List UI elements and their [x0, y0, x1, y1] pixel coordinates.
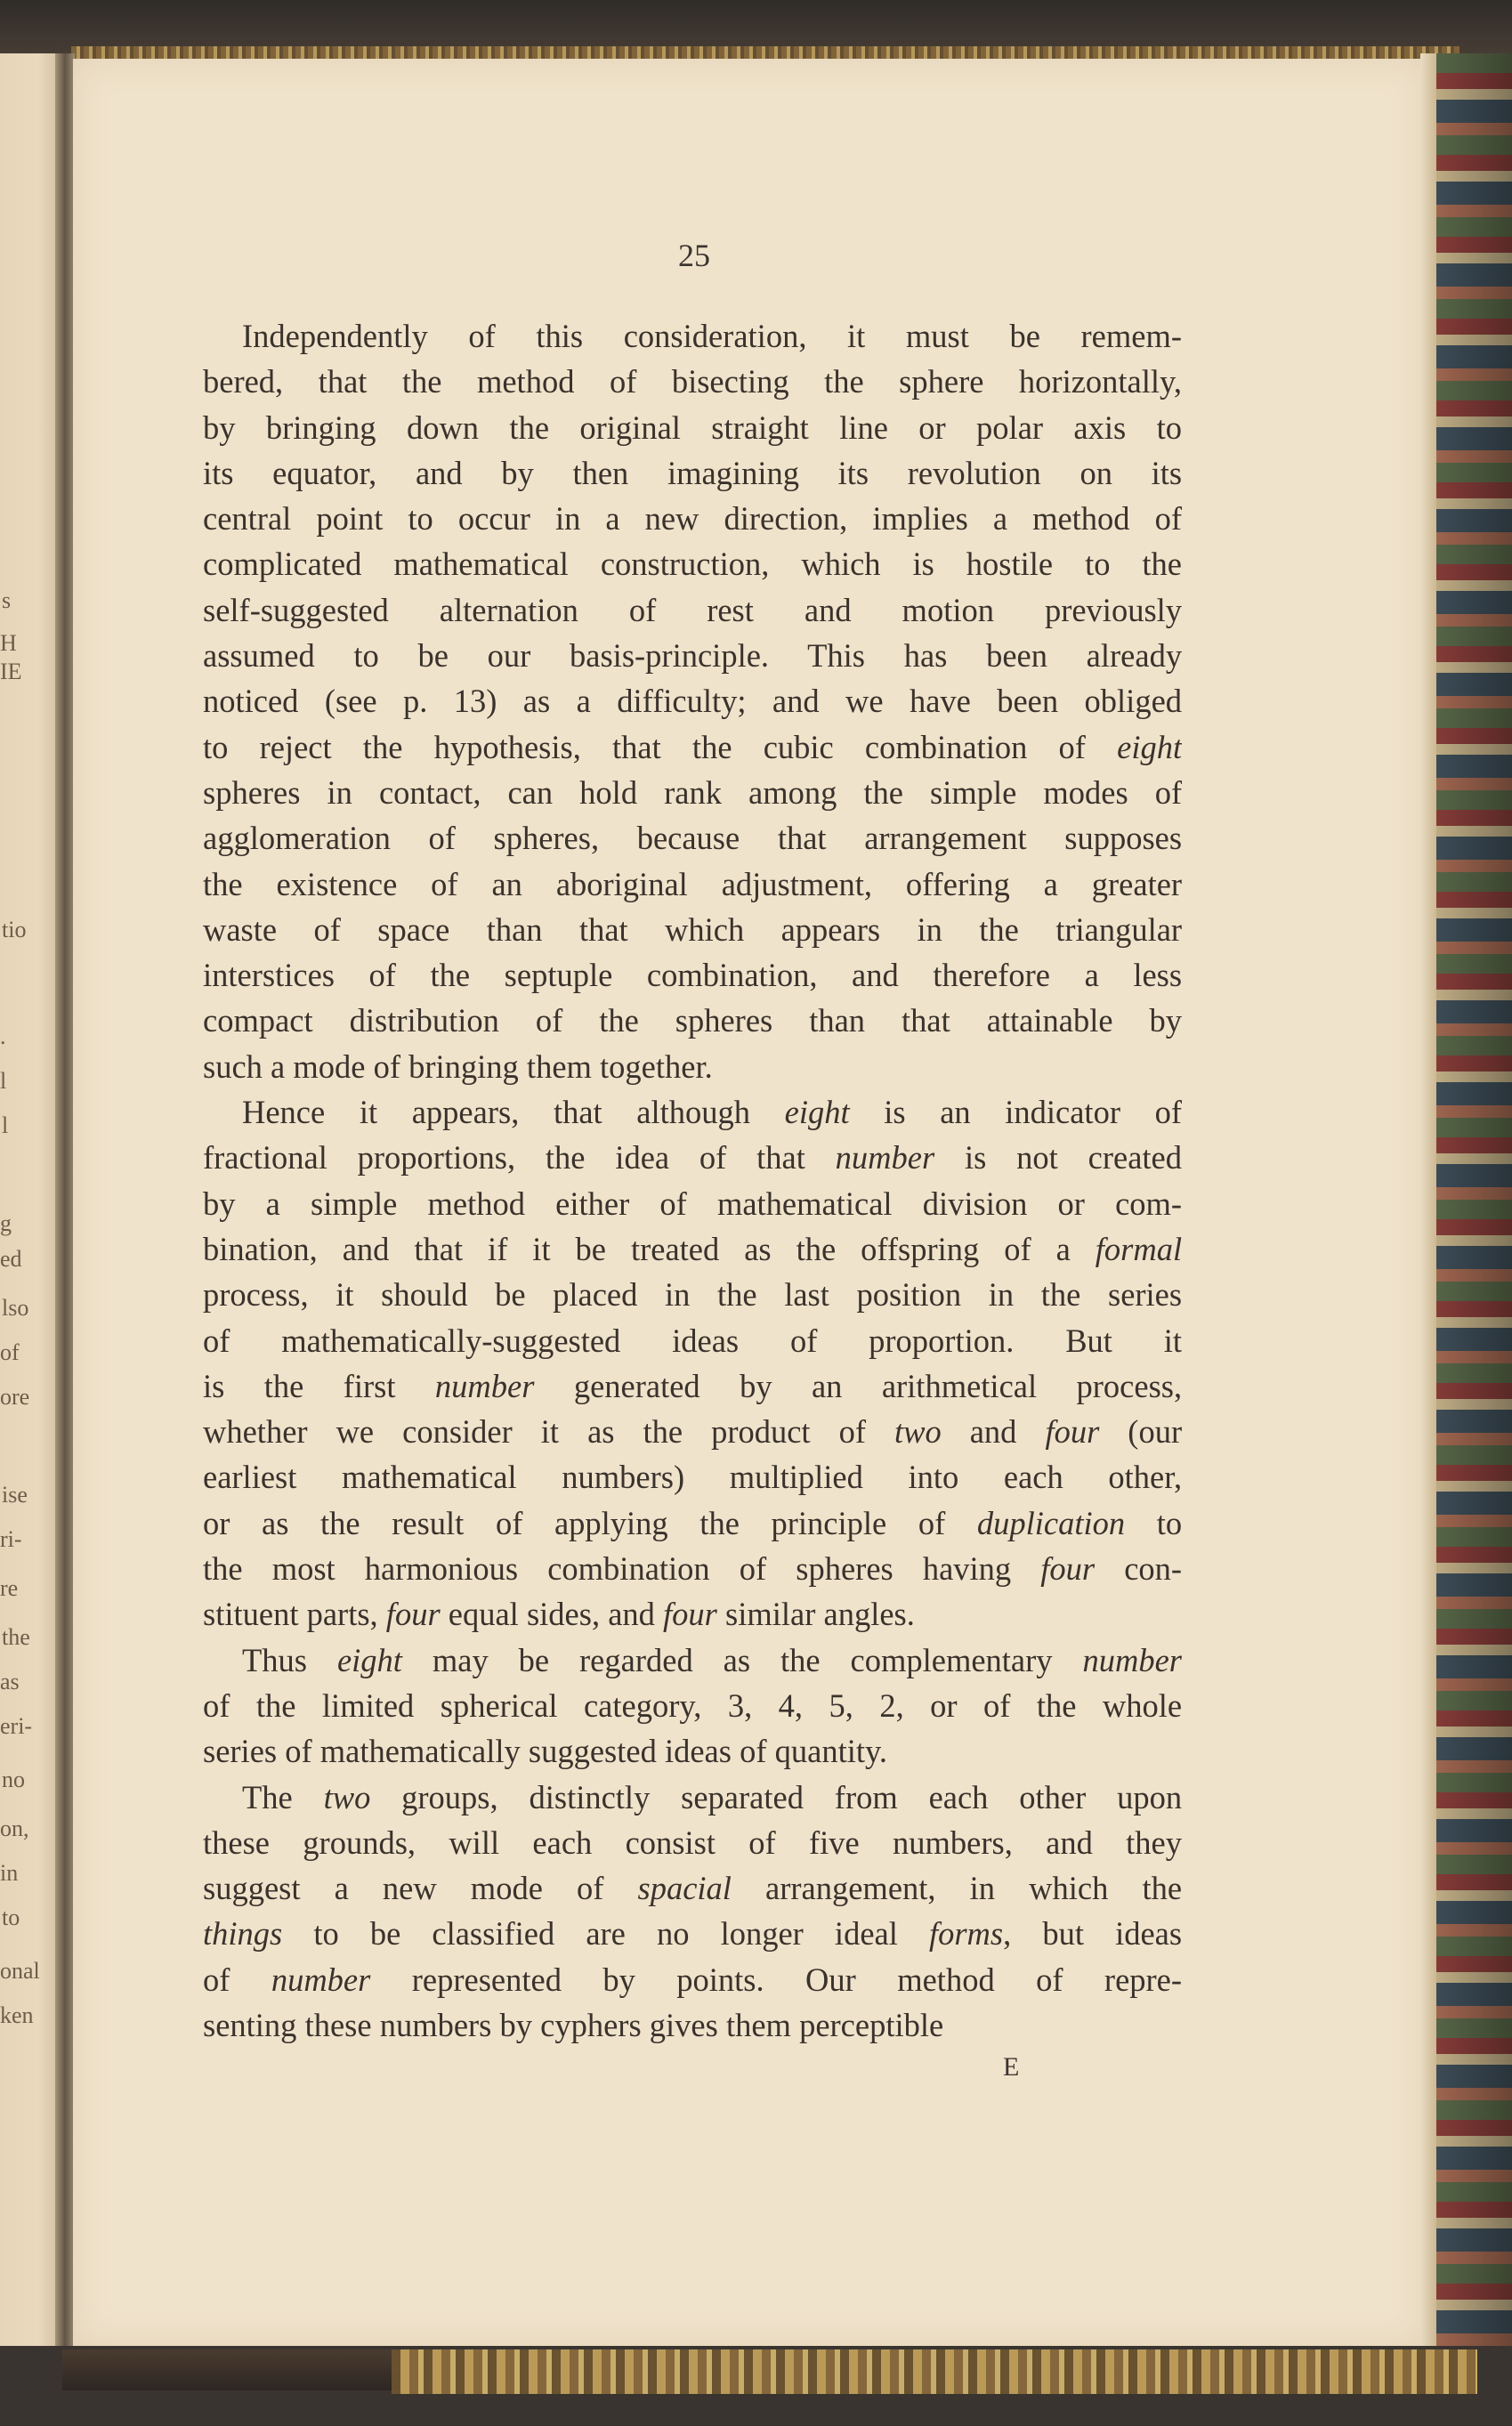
text-line: is the first number generated by an arithmetical process,	[203, 1367, 1182, 1404]
text-line: assumed to be our basis-principle. This has been already	[203, 637, 1182, 675]
text-line: of mathematically-suggested ideas of proportion. But it	[203, 1322, 1182, 1359]
fore-edge-shadow	[1436, 53, 1512, 2349]
left-page-fragment: IE	[0, 659, 22, 684]
left-page-fragment: ri-	[0, 1526, 22, 1552]
text-line: its equator, and by then imagining its revolution on its	[203, 454, 1182, 491]
text-line: stituent parts, four equal sides, and four similar angles.	[203, 1596, 915, 1633]
text-line: process, it should be placed in the last position in the series	[203, 1276, 1182, 1314]
text-line: Hence it appears, that although eight is an indicator of	[242, 1094, 1182, 1131]
left-page-fragment: the	[2, 1624, 30, 1650]
text-line: suggest a new mode of spacial arrangement, in which the	[203, 1870, 1182, 1907]
text-line: bination, and that if it be treated as the offspring of a formal	[203, 1230, 1182, 1267]
text-line: things to be classified are no longer ideal forms, but ideas	[203, 1915, 1182, 1953]
text-line: such a mode of bringing them together.	[203, 1047, 713, 1085]
text-line: of number represented by points. Our method of repre-	[203, 1961, 1182, 1998]
text-line: by a simple method either of mathematical division or com-	[203, 1185, 1182, 1222]
text-line: central point to occur in a new direction, implies a method of	[203, 500, 1182, 538]
left-page-fragment: ken	[0, 2002, 34, 2028]
body-text	[203, 313, 1182, 2048]
text-line: series of mathematically suggested ideas of quantity.	[203, 1733, 888, 1770]
left-page-fragment: eri-	[0, 1713, 33, 1739]
left-page-fragment: lso	[2, 1295, 29, 1321]
text-line: compact distribution of the spheres than that attainable by	[203, 1002, 1182, 1039]
left-page-fragment: onal	[0, 1958, 40, 1984]
text-line: fractional proportions, the idea of that number is not created	[203, 1139, 1182, 1177]
text-line: Thus eight may be regarded as the complementary number	[242, 1641, 1182, 1678]
text-line: these grounds, will each consist of five numbers, and they	[203, 1824, 1182, 1861]
left-page-fragment: to	[2, 1904, 20, 1930]
text-line: waste of space than that which appears in the triangular	[203, 910, 1182, 948]
left-page-fragment: .	[0, 1023, 6, 1049]
left-page-fragment: s	[2, 587, 12, 613]
text-line: self-suggested alternation of rest and motion previously	[203, 591, 1182, 628]
left-page-fragment: no	[2, 1767, 25, 1792]
text-line: the most harmonious combination of spheres having four con-	[203, 1550, 1182, 1588]
left-page-fragment: ore	[0, 1384, 30, 1410]
text-line: spheres in contact, can hold rank among the simple modes of	[203, 773, 1182, 811]
text-line: by bringing down the original straight line or polar axis to	[203, 408, 1182, 446]
text-line: senting these numbers by cyphers gives them perceptible	[203, 2006, 944, 2043]
page-number: 25	[678, 238, 710, 273]
text-line: earliest mathematical numbers) multiplied into each other,	[203, 1459, 1182, 1496]
left-page-fragment: tio	[2, 917, 27, 942]
text-line: noticed (see p. 13) as a difficulty; and we have been obliged	[203, 683, 1182, 720]
text-line: or as the result of applying the principle of duplication to	[203, 1504, 1182, 1541]
book-gutter	[55, 53, 75, 2394]
left-page-fragment: on,	[0, 1815, 29, 1841]
text-line: the existence of an aboriginal adjustment, offering a greater	[203, 865, 1182, 902]
text-line: agglomeration of spheres, because that arrangement supposes	[203, 820, 1182, 857]
left-page-fragment: g	[0, 1210, 12, 1236]
text-line: to reject the hypothesis, that the cubic combination of eight	[203, 728, 1182, 765]
left-page-fragment: as	[0, 1669, 20, 1694]
text-line: complicated mathematical construction, which is hostile to the	[203, 546, 1182, 583]
left-page-fragment: l	[0, 1068, 7, 1094]
left-page-fragment: of	[0, 1339, 20, 1365]
text-line: whether we consider it as the product of two and four (our	[203, 1413, 1182, 1451]
left-page-fragment: H	[0, 630, 17, 656]
text-line: of the limited spherical category, 3, 4, 5, 2, or of the whole	[203, 1686, 1182, 1724]
text-line: bered, that the method of bisecting the sphere horizontally,	[203, 363, 1182, 400]
binding-bottom-left	[62, 2349, 400, 2390]
gilt-bottom-edge	[392, 2349, 1477, 2394]
text-line: The two groups, distinctly separated from each other upon	[242, 1778, 1182, 1815]
left-page-fragment: ed	[0, 1246, 22, 1272]
left-page-fragment: l	[2, 1112, 9, 1138]
left-page-fragment: in	[0, 1860, 19, 1886]
left-page-fragment: ise	[2, 1482, 28, 1508]
left-page-fragment: re	[0, 1575, 19, 1601]
signature-mark: E	[1003, 2052, 1020, 2082]
text-line: Independently of this consideration, it must be remem-	[242, 318, 1182, 354]
text-line: interstices of the septuple combination, and therefore a less	[203, 957, 1182, 994]
